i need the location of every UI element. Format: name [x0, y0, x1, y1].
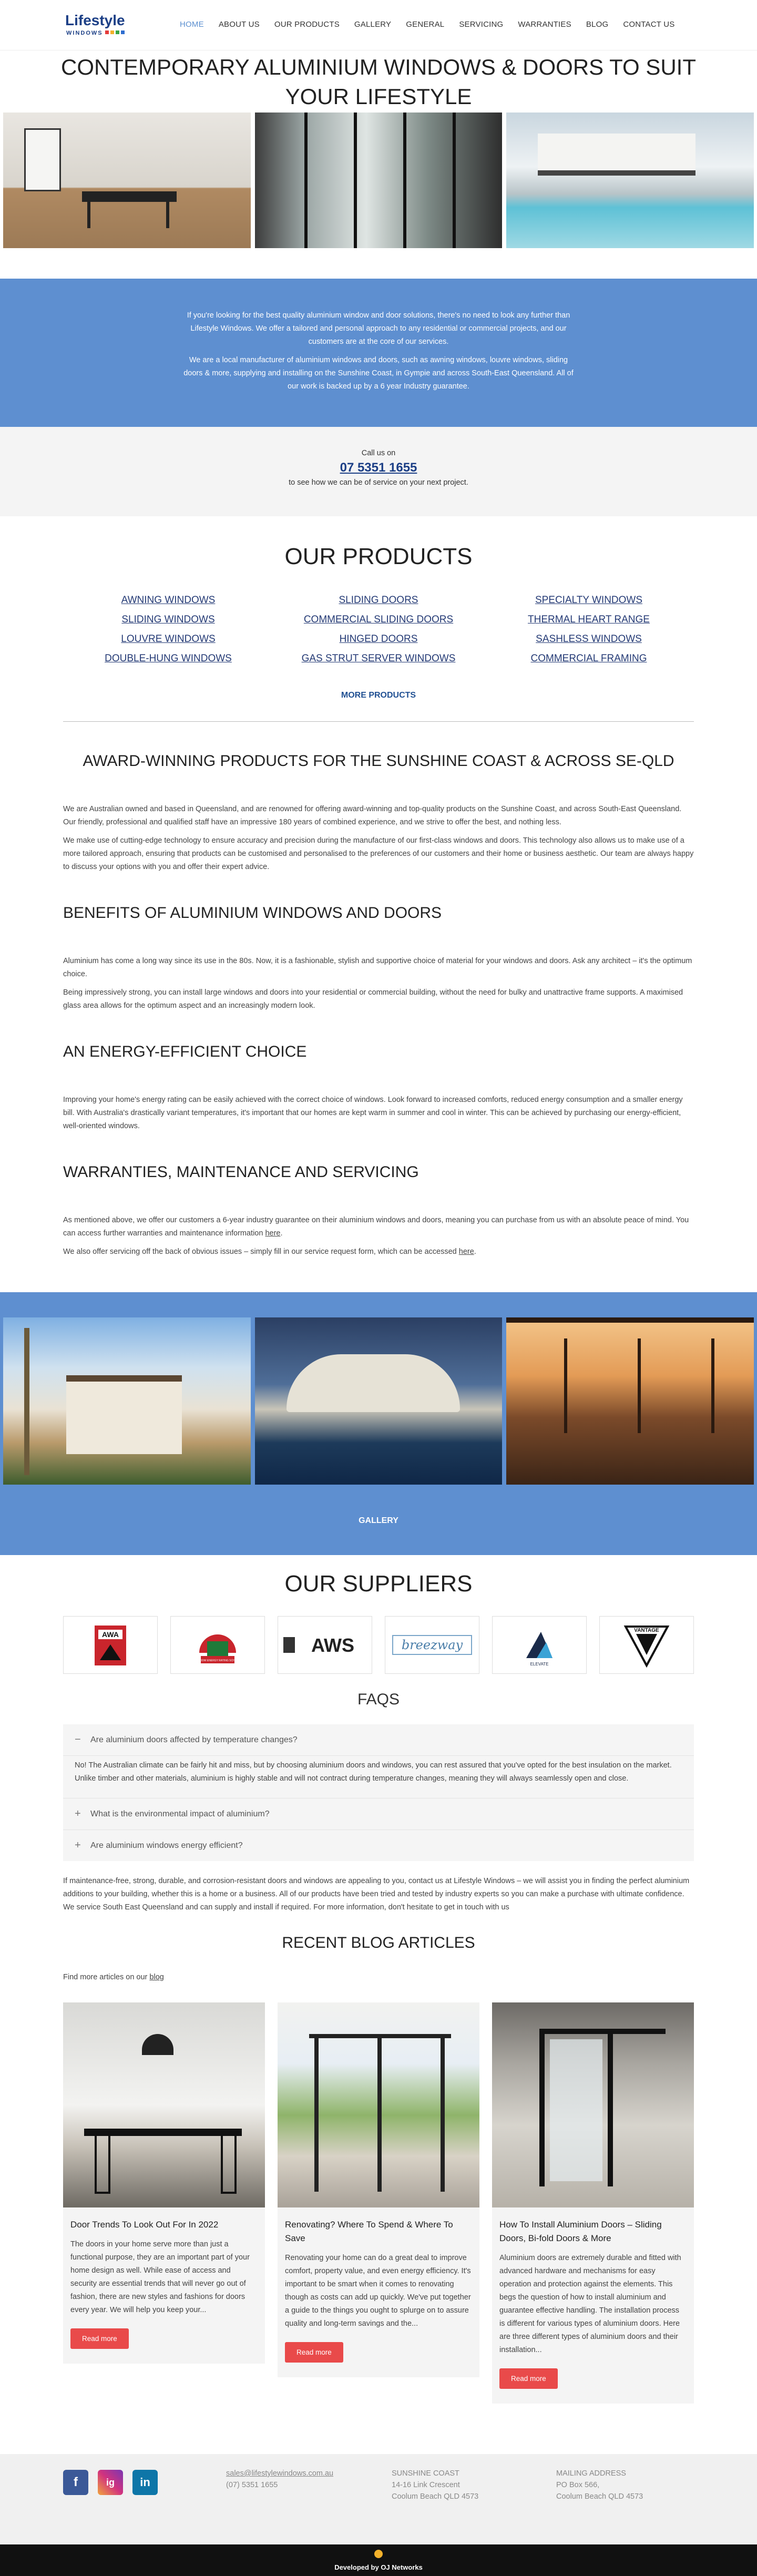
product-link[interactable]: SLIDING DOORS	[339, 595, 418, 606]
footer-phone[interactable]: (07) 5351 1655	[226, 2481, 278, 2489]
intro-banner	[0, 279, 757, 427]
footer-contact	[226, 2468, 333, 2491]
blog-card-title[interactable]: Door Trends To Look Out For In 2022	[70, 2220, 219, 2230]
product-link[interactable]: COMMERCIAL FRAMING	[530, 653, 647, 664]
more-products-link[interactable]: MORE PRODUCTS	[341, 691, 416, 700]
supplier-logo-awa[interactable]	[63, 1616, 158, 1674]
blog-card-excerpt: Renovating your home can do a great deal to improve comfort, property value, and even energy efficiency. It's important to be smart when it comes to renovating though as costs can add up quickly. We've put together a guide to the things you ought to splurge on to assure quality and long-term savings and the...	[285, 2254, 471, 2328]
minus-icon: −	[75, 1734, 81, 1745]
product-link[interactable]: SLIDING WINDOWS	[121, 614, 215, 625]
suppliers-title: OUR SUPPLIERS	[284, 1571, 473, 1597]
nav-warranties[interactable]: WARRANTIES	[518, 20, 571, 29]
call-subtext: to see how we can be of service on your next project.	[289, 478, 468, 487]
product-link[interactable]: SASHLESS WINDOWS	[536, 633, 642, 645]
bottom-bar	[0, 2544, 757, 2576]
faq-question[interactable]	[63, 1830, 694, 1861]
blog-title: RECENT BLOG ARTICLES	[282, 1934, 475, 1951]
section-divider	[63, 721, 694, 722]
product-link[interactable]: SPECIALTY WINDOWS	[535, 595, 643, 606]
footer-mailing-line: MAILING ADDRESS	[556, 2469, 626, 2478]
plus-icon: +	[75, 1839, 81, 1851]
blog-card	[278, 2002, 479, 2377]
supplier-logo-breezway[interactable]	[385, 1616, 479, 1674]
call-label: Call us on	[361, 449, 396, 457]
read-more-button[interactable]: Read more	[499, 2368, 558, 2389]
product-link[interactable]: AWNING WINDOWS	[121, 595, 216, 606]
svg-text:VANTAGE: VANTAGE	[634, 1628, 659, 1633]
footer-mailing-line: PO Box 566,	[556, 2481, 600, 2489]
faq-question[interactable]	[63, 1798, 694, 1830]
blog-card-title[interactable]: How To Install Aluminium Doors – Sliding Doors, Bi-fold Doors & More	[499, 2220, 662, 2243]
footer-mailing	[556, 2468, 643, 2502]
phone-link[interactable]: 07 5351 1655	[340, 461, 417, 475]
service-request-link[interactable]: here	[458, 1248, 474, 1256]
gallery-section	[0, 1292, 757, 1555]
footer-email-link[interactable]: sales@lifestylewindows.com.au	[226, 2469, 334, 2478]
faq-outro-text: If maintenance-free, strong, durable, and corrosion-resistant doors and windows are appealing to you, contact us at Lifestyle Windows – we will assist you in finding the perfect aluminium additions to your building, whether this is a home or a business. All of our products have been tried and tested by industry experts so you can make a purchase with ultimate confidence. We service South East Queensland and can supply and install if required. For more information, don't hesitate to get in touch with us	[63, 1877, 690, 1911]
warranties-title: WARRANTIES, MAINTENANCE AND SERVICING	[63, 1163, 419, 1181]
svg-text:ELEVATE: ELEVATE	[530, 1662, 549, 1667]
footer-showroom-line: 14-16 Link Crescent	[392, 2481, 460, 2489]
read-more-button[interactable]: Read more	[70, 2328, 129, 2349]
blog-link[interactable]: blog	[149, 1973, 164, 1981]
blog-card	[492, 2002, 694, 2404]
product-link[interactable]: DOUBLE-HUNG WINDOWS	[105, 653, 232, 664]
svg-text:WINDOWS: WINDOWS	[66, 30, 103, 36]
benefits-paragraph-2: Being impressively strong, you can install large windows and doors into your residential or commercial building, without the need for bulky and unattractive frame supports. A maximised glass area allows for the optimum aspect and an increasingly modern look.	[63, 988, 683, 1010]
faq-question-open[interactable]	[63, 1724, 694, 1756]
footer-mailing-line: Coolum Beach QLD 4573	[556, 2492, 643, 2501]
award-title: AWARD-WINNING PRODUCTS FOR THE SUNSHINE COAST & ACROSS SE-QLD	[83, 752, 674, 770]
site-header	[0, 0, 757, 50]
warranties-link[interactable]: here	[265, 1229, 281, 1238]
nav-home[interactable]: HOME	[180, 20, 204, 29]
faq-answer: No! The Australian climate can be fairly hit and miss, but by choosing aluminium doors and windows, you can rest assured that you've opted for the best insulation on the market. Unlike timber and other materials, aluminium is highly stable and will not contract during temperature changes, meaning they will always seamlessly open and close.	[63, 1756, 694, 1798]
gallery-image-curved-house[interactable]	[255, 1317, 503, 1485]
footer-showroom-line: SUNSHINE COAST	[392, 2469, 459, 2478]
developer-badge-icon	[374, 2550, 383, 2558]
blog-intro: Find more articles on our blog	[63, 1973, 164, 1981]
blog-cards	[63, 2002, 694, 2404]
svg-text:AWS: AWS	[311, 1634, 355, 1656]
svg-text:Lifestyle: Lifestyle	[65, 12, 125, 28]
faq-question-text: What is the environmental impact of aluminium?	[90, 1809, 270, 1818]
svg-text:AWA: AWA	[102, 1630, 119, 1639]
suppliers-section	[0, 1555, 757, 1674]
hero-image-bifold-doors	[255, 113, 503, 248]
blog-card-excerpt: Aluminium doors are extremely durable and fitted with advanced hardware and mechanisms for easy operation and protection against the elements. This begs the question of how to install aluminium and guarantee effective handling. The installation process is different for various types of aluminium doors. Here are three different types of aluminium doors and their installation...	[499, 2254, 681, 2354]
warranties-section	[63, 1163, 694, 1259]
faqs-title: FAQS	[357, 1691, 400, 1708]
gallery-image-sunset-interior[interactable]	[506, 1317, 754, 1485]
call-banner	[0, 427, 757, 516]
main-nav	[172, 20, 682, 29]
blog-card	[63, 2002, 265, 2364]
product-link[interactable]: GAS STRUT SERVER WINDOWS	[301, 653, 456, 664]
energy-paragraph: Improving your home's energy rating can be easily achieved with the correct choice of windows. Look forward to increased comforts, reduced energy consumption and a smaller energy bill. With Australia's drastically variant temperatures, it's important that our homes are kept warm in summer and cool in winter. This can be achieved by purchasing our energy-efficient, well-oriented windows.	[63, 1096, 683, 1130]
benefits-section	[63, 904, 694, 1013]
products-grid	[63, 592, 694, 667]
faq-question-text: Are aluminium windows energy efficient?	[90, 1841, 243, 1850]
footer-showroom	[392, 2468, 478, 2502]
gallery-image-tropical-house[interactable]	[3, 1317, 251, 1485]
award-paragraph-1: We are Australian owned and based in Queensland, and are renowned for offering award-winning and top-quality products on the Sunshine Coast, and across South-East Queensland. Our friendly, professional and qualified staff have an impressive 180 years of combined experience, and we strive to offer the best, and nothing less.	[63, 805, 682, 826]
nav-blog[interactable]: BLOG	[586, 20, 609, 29]
supplier-logo-elevate[interactable]	[492, 1616, 587, 1674]
warranties-paragraph-2: We also offer servicing off the back of obvious issues – simply fill in our service request form, which can be accessed here.	[63, 1248, 476, 1256]
benefits-title: BENEFITS OF ALUMINIUM WINDOWS AND DOORS	[63, 904, 442, 922]
gallery-link[interactable]: GALLERY	[359, 1516, 398, 1525]
benefits-paragraph-1: Aluminium has come a long way since its use in the 80s. Now, it is a fashionable, stylish and supportive choice of material for your windows and doors. Ask any architect – it's the optimum choice.	[63, 957, 692, 978]
intro-paragraph-2: We are a local manufacturer of aluminium windows and doors, such as awning windows, louvre windows, sliding doors & more, supplying and installing on the Sunshine Coast, in Gympie and across South-East Queensland. All of our work is backed up by a 6 year Industry guarantee.	[183, 356, 574, 391]
blog-image-doors[interactable]	[278, 2002, 479, 2207]
warranties-paragraph-1: As mentioned above, we offer our customers a 6-year industry guarantee on their aluminium windows and doors, meaning you can purchase from us with an absolute peace of mind. You can access further warranties and maintenance information here.	[63, 1216, 689, 1238]
developer-credit[interactable]: Developed by OJ Networks	[334, 2563, 423, 2571]
social-links	[63, 2470, 158, 2495]
blog-image-sliding-door[interactable]	[492, 2002, 694, 2207]
content-section	[63, 752, 694, 1259]
blog-card-title[interactable]: Renovating? Where To Spend & Where To Save	[285, 2220, 453, 2243]
svg-text:breezway: breezway	[401, 1638, 463, 1652]
nav-about-us[interactable]: ABOUT US	[218, 20, 260, 29]
faq-question-text: Are aluminium doors affected by temperature changes?	[90, 1735, 298, 1744]
products-title: OUR PRODUCTS	[284, 544, 473, 569]
site-logo[interactable]	[63, 9, 147, 39]
footer-showroom-line: Coolum Beach QLD 4573	[392, 2492, 479, 2501]
nav-servicing[interactable]: SERVICING	[459, 20, 504, 29]
supplier-logo-vantage[interactable]	[599, 1616, 694, 1674]
svg-text:WINDOW ENERGY RATING SCHEME: WINDOW ENERGY RATING SCHEME	[195, 1659, 241, 1662]
facebook-icon[interactable]: f	[63, 2470, 88, 2495]
hero-title: CONTEMPORARY ALUMINIUM WINDOWS & DOORS TO SUIT YOUR LIFESTYLE	[60, 55, 696, 109]
intro-paragraph-1: If you're looking for the best quality aluminium window and door solutions, there's no need to look any further than Lifestyle Windows. We offer a tailored and personal approach to any residential or commercial projects, and our customers are at the core of our services.	[187, 311, 570, 346]
blog-image-dining[interactable]	[63, 2002, 265, 2207]
hero-images	[0, 113, 757, 248]
hero-image-dining-room	[3, 113, 251, 248]
blog-card-excerpt: The doors in your home serve more than just a functional purpose, they are an important part of your home design as well. While ease of access and security are essential trends that will never go out of fashion, there are new styles and fashions for doors every year. We will help you keep your...	[70, 2240, 250, 2314]
plus-icon: +	[75, 1808, 81, 1819]
product-link[interactable]: HINGED DOORS	[339, 633, 418, 645]
product-link[interactable]: COMMERCIAL SLIDING DOORS	[303, 614, 454, 625]
energy-title: AN ENERGY-EFFICIENT CHOICE	[63, 1043, 307, 1060]
product-link[interactable]: THERMAL HEART RANGE	[528, 614, 650, 625]
product-link[interactable]: LOUVRE WINDOWS	[121, 633, 216, 645]
nav-general[interactable]: GENERAL	[406, 20, 445, 29]
site-footer	[0, 2454, 757, 2544]
instagram-icon[interactable]: ig	[98, 2470, 123, 2495]
energy-section	[63, 1043, 694, 1133]
supplier-logo-aws[interactable]	[278, 1616, 372, 1674]
hero-image-pool-house	[506, 113, 754, 248]
linkedin-icon[interactable]: in	[132, 2470, 158, 2495]
nav-gallery[interactable]: GALLERY	[354, 20, 392, 29]
nav-contact-us[interactable]: CONTACT US	[623, 20, 675, 29]
award-paragraph-2: We make use of cutting-edge technology to ensure accuracy and precision during the manufacture of our first-class windows and doors. This technology also allows us to make use of a more tailored approach, ensuring that products can be customised and personalised to the preferences of our customers and their home or business aesthetic. Our team are always happy to discuss your options with you and offer their expert advice.	[63, 836, 694, 871]
products-section	[0, 516, 757, 722]
read-more-button[interactable]: Read more	[285, 2342, 343, 2363]
nav-our-products[interactable]: OUR PRODUCTS	[274, 20, 340, 29]
faq-accordion	[63, 1724, 694, 1861]
supplier-logo-wers[interactable]	[170, 1616, 265, 1674]
